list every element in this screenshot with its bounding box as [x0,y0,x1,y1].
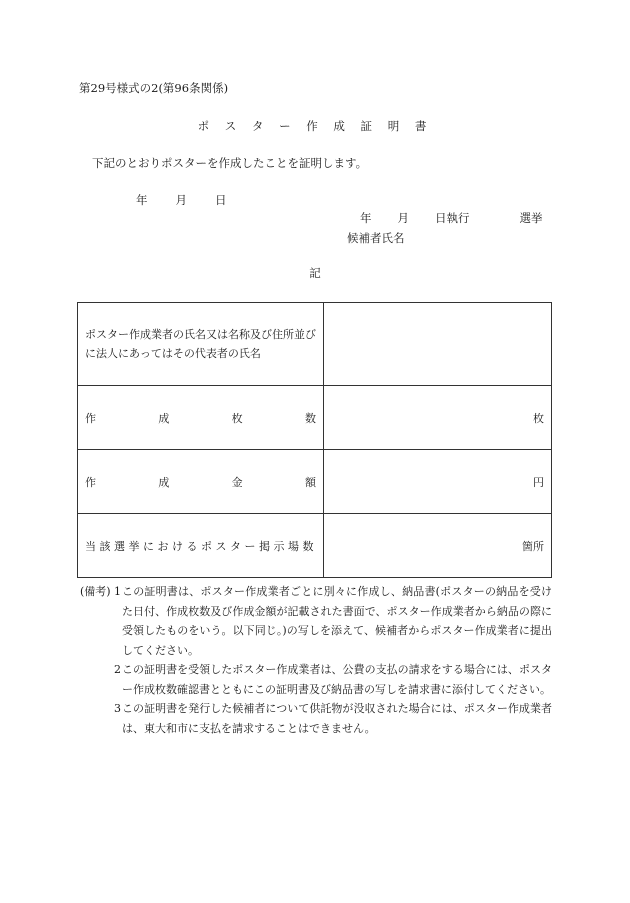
election-name: 選挙 [519,211,543,225]
label-char: 数 [304,411,316,425]
table-row [78,303,552,386]
table-row [78,386,552,450]
election-month: 月 [397,211,409,225]
label-char: 枚 [231,411,243,425]
election-day-exec: 日執行 [435,211,470,225]
date-day: 日 [215,193,227,207]
form-number: 第29号様式の2(第96条関係) [79,81,229,95]
remarks [80,582,552,738]
label-char: 額 [304,475,316,489]
election-year: 年 [360,211,372,225]
candidate-name-label: 候補者氏名 [347,231,405,245]
note-text: この証明書を発行した候補者について供託物が没収された場合には、ポスター作成業者は、東大和市に支払を請求することはできません。 [122,702,552,735]
details-table [77,302,552,578]
label-char: 作 [85,411,96,425]
election-info [360,213,543,225]
poster-sites-value[interactable] [324,514,552,578]
vendor-info-value[interactable] [324,303,552,386]
notes-prefix: (備考) [80,585,111,598]
label-char: 作 [85,475,96,489]
note-number: 3 [114,702,121,715]
ki-heading: 記 [309,266,321,280]
note-number: 2 [114,663,121,676]
note-item [80,699,552,738]
table-row [78,450,552,514]
quantity-label [78,386,324,450]
poster-sites-unit: 箇所 [522,539,544,553]
table-row [78,514,552,578]
intro-statement: 下記のとおりポスターを作成したことを証明します。 [92,156,368,170]
label-char: 金 [231,475,243,489]
note-number: 1 [114,585,121,598]
amount-unit: 円 [533,475,544,489]
date-month: 月 [175,193,187,207]
amount-value[interactable] [324,450,552,514]
issue-date [136,195,227,207]
document-title: ポ ス タ ー 作 成 証 明 書 [197,119,433,133]
date-year: 年 [136,193,148,207]
label-char: 成 [158,475,170,489]
amount-label [78,450,324,514]
label-char: 成 [158,411,170,425]
poster-sites-label: 当 該 選 挙 に お け る ポ ス タ ー 掲 示 場 数 [78,514,324,578]
note-text: この証明書を受領したポスター作成業者は、公費の支払の請求をする場合には、ポスター作成枚数確認書とともにこの証明書及び納品書の写しを請求書に添付してください。 [122,663,552,696]
note-text: この証明書は、ポスター作成業者ごとに別々に作成し、納品書(ポスターの納品を受けた日付、作成枚数及び作成金額が記載された書面で、ポスター作成業者から納品の際に受領したものをいう。以下同じ。)の写しを添えて、候補者からポスター作成業者に提出してください。 [122,585,552,657]
vendor-info-label: ポスター作成業者の氏名又は名称及び住所並びに法人にあってはその代表者の氏名 [78,303,324,386]
note-item [80,660,552,699]
note-item [80,582,552,660]
quantity-unit: 枚 [533,411,544,425]
quantity-value[interactable] [324,386,552,450]
